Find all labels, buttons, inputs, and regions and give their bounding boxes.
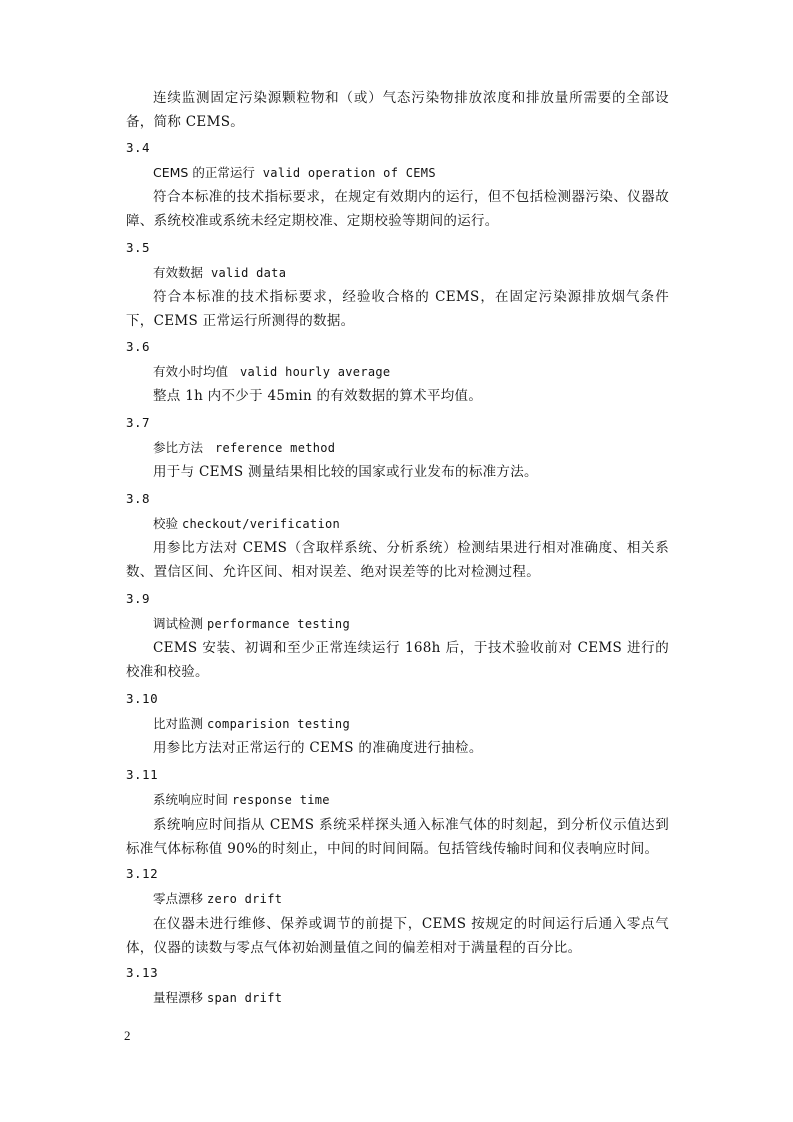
section-number: 3.9 [126, 591, 151, 606]
section-number: 3.12 [126, 866, 159, 881]
section-term [153, 615, 350, 633]
section-definition: 用于与 CEMS 测量结果相比较的国家或行业发布的标准方法。 [153, 464, 538, 480]
term-chinese: 有效数据 [153, 265, 204, 280]
section-definition: 系统响应时间指从 CEMS 系统采样探头通入标准气体的时刻起，到分析仪示值达到标准气体标称值 90%的时刻止，中间的时间间隔。包括管线传输时间和仪表响应时间。 [126, 817, 669, 857]
term-chinese: 比对监测 [153, 716, 204, 731]
page-number: 2 [124, 1028, 131, 1043]
section-definition: 用参比方法对正常运行的 CEMS 的准确度进行抽检。 [153, 740, 483, 756]
section-number: 3.5 [126, 240, 151, 255]
term-english: reference method [214, 441, 336, 455]
term-chinese: 零点漂移 [153, 891, 204, 906]
term-english: zero drift [207, 892, 283, 906]
section-definition: CEMS 安装、初调和至少正常连续运行 168h 后，于技术验收前对 CEMS 进行的校准和校验。 [126, 640, 669, 680]
term-chinese: CEMS 的正常运行 [153, 165, 255, 180]
term-english: valid operation of CEMS [262, 166, 436, 180]
term-chinese: 系统响应时间 [153, 792, 229, 807]
section-number: 3.7 [126, 415, 151, 430]
section-definition: 整点 1h 内不少于 45min 的有效数据的算术平均值。 [153, 388, 483, 404]
term-english: valid data [210, 266, 287, 280]
section-term [153, 791, 330, 809]
section-number: 3.11 [126, 767, 159, 782]
term-chinese: 有效小时均值 [153, 364, 229, 379]
section-definition: 用参比方法对 CEMS（含取样系统、分析系统）检测结果进行相对准确度、相关系数、置信区间、允许区间、相对误差、绝对误差等的比对检测过程。 [126, 540, 669, 580]
section-number: 3.4 [126, 140, 151, 155]
term-chinese: 校验 [153, 516, 179, 531]
intro-paragraph: 连续监测固定污染源颗粒物和（或）气态污染物排放浓度和排放量所需要的全部设备，简称 CEMS。 [126, 90, 669, 130]
term-english: response time [232, 793, 330, 807]
section-term [153, 515, 340, 533]
section-definition: 在仪器未进行维修、保养或调节的前提下，CEMS 按规定的时间运行后通入零点气体，仪器的读数与零点气体初始测量值之间的偏差相对于满量程的百分比。 [126, 916, 669, 956]
term-english: span drift [207, 991, 283, 1005]
section-term [153, 264, 286, 282]
section-term [153, 989, 282, 1007]
section-number: 3.6 [126, 339, 151, 354]
term-english: performance testing [207, 617, 350, 631]
section-number: 3.8 [126, 491, 151, 506]
term-chinese: 参比方法 [153, 440, 204, 455]
term-english: comparision testing [207, 717, 350, 731]
term-english: checkout/verification [182, 517, 341, 531]
section-definition: 符合本标准的技术指标要求，在规定有效期内的运行，但不包括检测器污染、仪器故障、系统校准或系统未经定期校准、定期校验等期间的运行。 [126, 189, 669, 229]
section-number: 3.13 [126, 965, 159, 980]
term-english: valid hourly average [239, 365, 391, 379]
section-number: 3.10 [126, 691, 159, 706]
section-term [153, 890, 282, 908]
section-term [153, 439, 335, 457]
term-chinese: 调试检测 [153, 616, 204, 631]
section-definition: 符合本标准的技术指标要求，经验收合格的 CEMS，在固定污染源排放烟气条件下，CEMS 正常运行所测得的数据。 [126, 289, 669, 329]
section-term [153, 363, 390, 381]
section-term [153, 715, 350, 733]
section-term [153, 164, 436, 182]
term-chinese: 量程漂移 [153, 990, 204, 1005]
